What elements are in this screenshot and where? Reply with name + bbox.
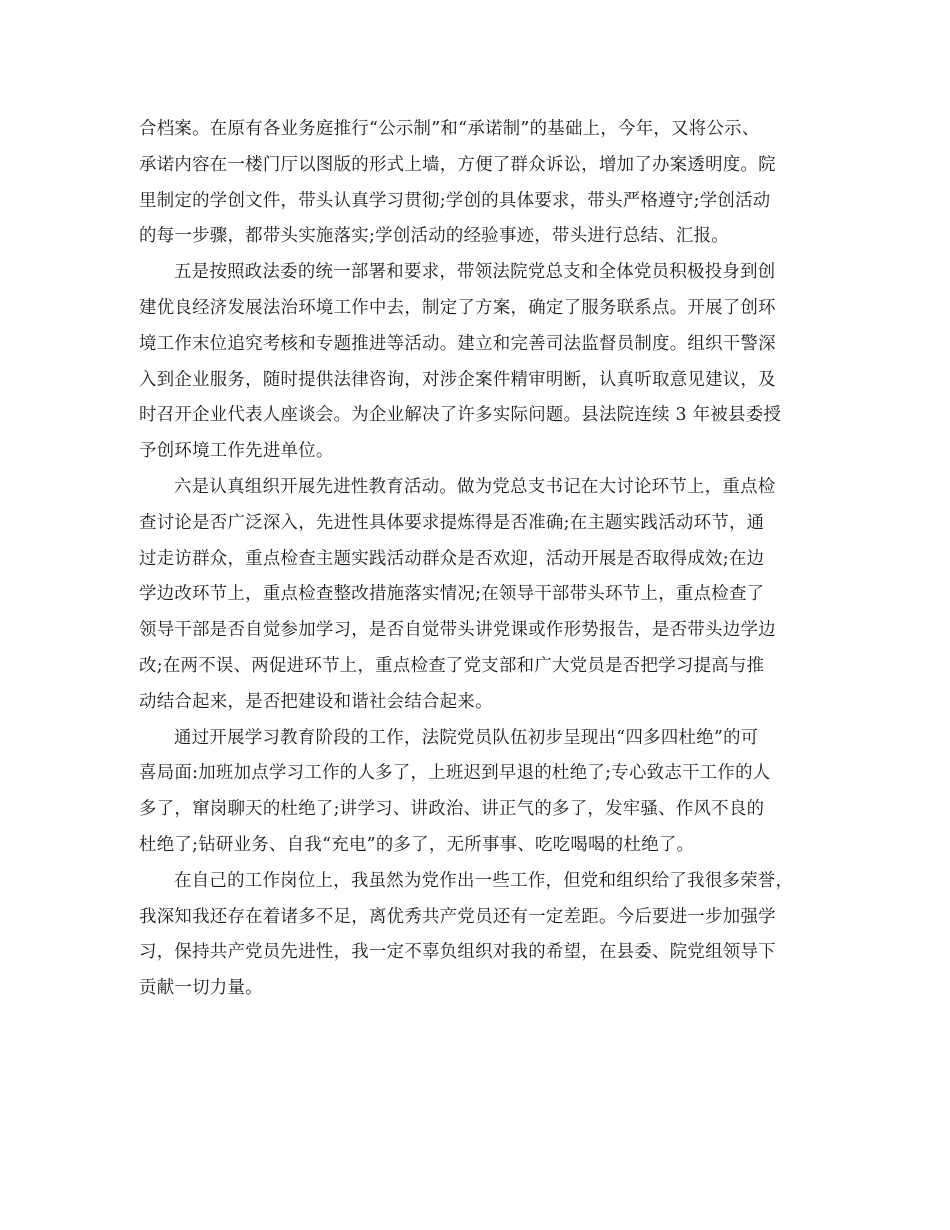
text-line: 予创环境工作先进单位。 [139, 441, 334, 462]
text-line: 杜绝了;钻研业务、自我“充电”的多了，无所事事、吃吃喝喝的杜绝了。 [139, 834, 695, 855]
text-line: 建优良经济发展法治环境工作中去，制定了方案，确定了服务联系点。开展了创环 [139, 297, 776, 318]
text-line: 六是认真组织开展先进性教育活动。做为党总支书记在大讨论环节上，重点检 [174, 476, 776, 497]
paragraph-1 [139, 112, 819, 255]
paragraph-4 [139, 721, 819, 864]
text-line: 动结合起来，是否把建设和谐社会结合起来。 [139, 691, 493, 712]
paragraph-5 [139, 864, 819, 1007]
text-line: 承诺内容在一楼门厅以图版的形式上墙，方便了群众诉讼，增加了办案透明度。院 [139, 154, 776, 175]
text-line: 在自己的工作岗位上，我虽然为党作出一些工作，但党和组织给了我很多荣誉， [174, 870, 794, 891]
text-line: 过走访群众，重点检查主题实践活动群众是否欢迎，活动开展是否取得成效;在边 [139, 548, 765, 569]
text-line: 习，保持共产党员先进性，我一定不辜负组织对我的希望，在县委、院党组领导下 [139, 942, 776, 963]
text-line: 查讨论是否广泛深入，先进性具体要求提炼得是否准确;在主题实践活动环节，通 [139, 512, 765, 533]
text-line: 的每一步骤，都带头实施落实;学创活动的经验事迹，带头进行总结、汇报。 [139, 226, 729, 247]
text-line: 多了，窜岗聊天的杜绝了;讲学习、讲政治、讲正气的多了，发牢骚、作风不良的 [139, 799, 765, 820]
text-line: 五是按照政法委的统一部署和要求，带领法院党总支和全体党员积极投身到创 [174, 262, 776, 283]
text-line: 贡献一切力量。 [139, 978, 263, 999]
paragraph-3 [139, 470, 819, 721]
text-line: 里制定的学创文件，带头认真学习贯彻;学创的具体要求，带头严格遵守;学创活动 [139, 190, 771, 211]
text-line: 喜局面:加班加点学习工作的人多了，上班迟到早退的杜绝了;专心致志干工作的人 [139, 763, 771, 784]
text-line: 境工作末位追究考核和专题推进等活动。建立和完善司法监督员制度。组织干警深 [139, 333, 776, 354]
text-line: 学边改环节上，重点检查整改措施落实情况;在领导干部带头环节上，重点检查了 [139, 584, 765, 605]
text-line: 改;在两不误、两促进环节上，重点检查了党支部和广大党员是否把学习提高与推 [139, 655, 765, 676]
text-line: 合档案。在原有各业务庭推行“公示制”和“承诺制”的基础上，今年，又将公示、 [139, 119, 760, 139]
document-body [139, 112, 819, 1007]
text-line: 我深知我还存在着诸多不足，离优秀共产党员还有一定差距。今后要进一步加强学 [139, 906, 776, 927]
paragraph-2 [139, 255, 819, 470]
text-line: 领导干部是否自觉参加学习，是否自觉带头讲党课或作形势报告，是否带头边学边 [139, 620, 776, 641]
text-line: 通过开展学习教育阶段的工作，法院党员队伍初步呈现出“四多四杜绝”的可 [174, 727, 759, 748]
text-line: 入到企业服务，随时提供法律咨询，对涉企案件精审明断，认真听取意见建议，及 [139, 369, 776, 390]
text-line: 时召开企业代表人座谈会。为企业解决了许多实际问题。县法院连续 3 年被县委授 [139, 405, 782, 426]
